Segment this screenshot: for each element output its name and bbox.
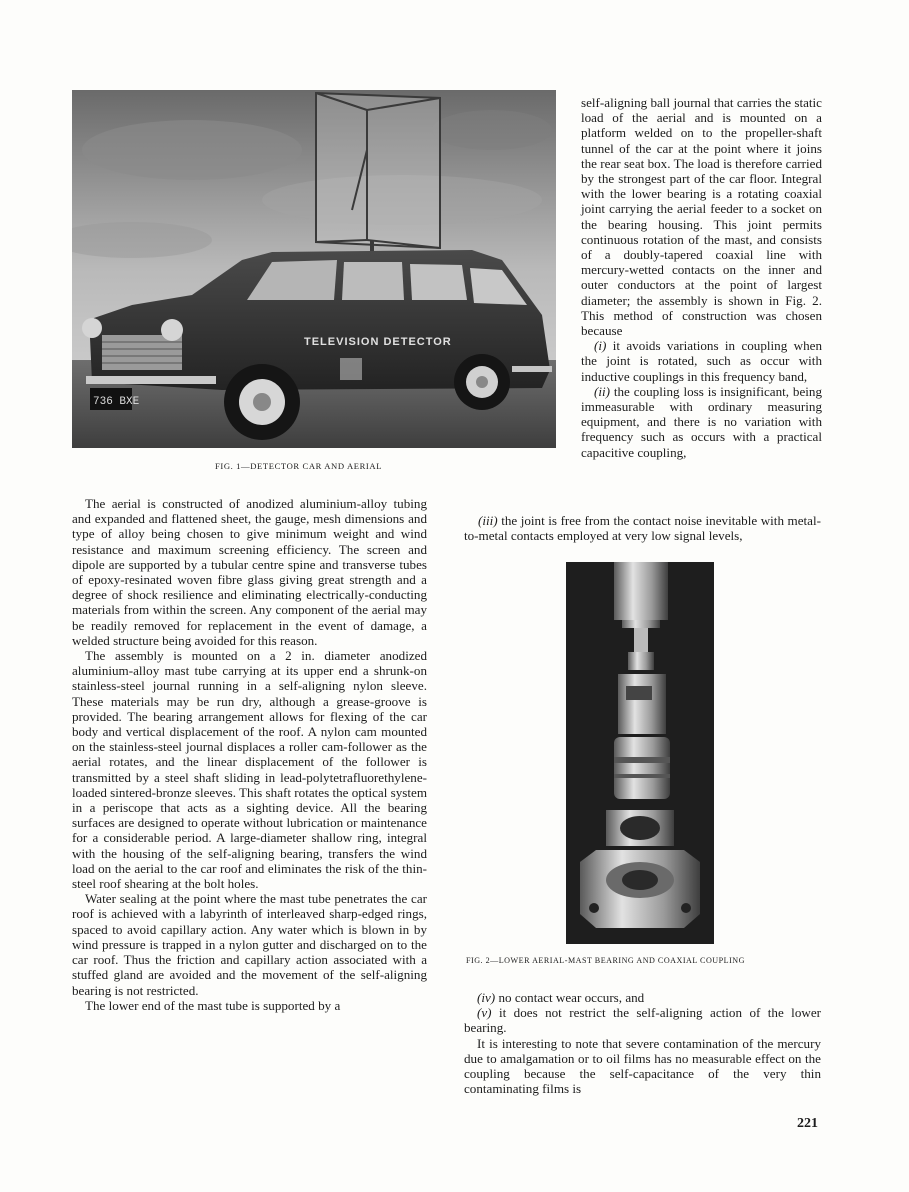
list-item-v: (v) it does not restrict the self-aligning action of the lower bearing. xyxy=(464,1005,821,1036)
list-item-iv: (iv) no contact wear occurs, and xyxy=(477,990,645,1005)
paragraph: Water sealing at the point where the mast tube penetrates the car roof is achieved with a labyrinth of interleaved sharp-edged rings, spaced to avoid capillary action. Any water which is blown in by wind pressure is trapped in a nylon gutter and discharged on to the car roof. Thus the friction and capillary action associated with a stuffed gland are avoided and the movement of the self-aligning bearing is not restricted. xyxy=(72,891,427,998)
figure-2-caption: FIG. 2—LOWER AERIAL-MAST BEARING AND COAXIAL COUPLING xyxy=(466,956,745,965)
right-column-mid xyxy=(464,513,821,543)
list-item-ii: (ii) the coupling loss is insignificant, being immeasurable with ordinary measuring equipment, and there is no variation with frequency such as occurs with a practical capacitive coupling, xyxy=(581,383,822,460)
paragraph: The lower end of the mast tube is supported by a xyxy=(85,997,341,1013)
figure-1-caption: FIG. 1—DETECTOR CAR AND AERIAL xyxy=(215,461,383,471)
paragraph: The aerial is constructed of anodized aluminium-alloy tubing and expanded and flattened sheet, the gauge, mesh dimensions and type of alloy being chosen to give minimum weight and wind resistance and maximum screening efficiency. The screen and dipole are supported by a tubular centre spine and transverse tubes of epoxy-resinated woven fibre glass giving great strength and a degree of shock resilience and eliminating electrically-conducting materials from within the screen. Any component of the aerial may be readily removed for replacement in the event of damage, a welded structure being avoided for this reason. xyxy=(72,496,427,648)
figure-1-photo xyxy=(72,90,556,448)
paragraph: self-aligning ball journal that carries the static load of the aerial and is mounted on a platform welded on to the propeller-shaft tunnel of the car at the point where it joins the rear seat box. The load is therefore carried by the strongest part of the car floor. Integral with the lower bearing is a rotating coaxial joint carrying the aerial feeder to a socket on the bearing housing. This joint permits continuous rotation of the mast, and consists of a doubly-tapered coaxial line with mercury-wetted contacts on the inner and outer conductors at the point of largest diameter; the assembly is shown in Fig. 2. This method of construction was chosen because xyxy=(581,95,822,339)
figure-2-photo xyxy=(566,562,714,944)
page-number: 221 xyxy=(797,1116,818,1131)
list-item-i: (i) it avoids variations in coupling when the joint is rotated, such as occur with inductive couplings in this frequency band, xyxy=(581,338,822,384)
license-plate: 736 BXE xyxy=(93,396,140,408)
right-column-top xyxy=(581,95,822,460)
paragraph: The assembly is mounted on a 2 in. diameter anodized aluminium-alloy mast tube carrying at its upper end a shrunk-on stainless-steel journal running in a self-aligning nylon sleeve. These materials may be run dry, although a grease-groove is provided. The bearing arrangement allows for flexing of the car body and vertical displacement of the roof. A nylon cam mounted on the stainless-steel journal displaces a roller cam-follower as the aerial rotates, and the linear displacement of the follower is transmitted by a steel shaft sliding in lead-polytetrafluorethylene-loaded sintered-bronze sleeves. This shaft rotates the optical system in a periscope that acts as a sighting device. All the bearing surfaces are designed to operate without lubrication or maintenance for a considerable period. A large-diameter shallow ring, integral with the housing of the self-aligning bearing, transfers the wind load on the aerial to the car roof and eliminates the risk of the thin-steel roof shearing at the bolt holes. xyxy=(72,648,428,892)
paragraph: It is interesting to note that severe contamination of the mercury due to amalgamation or to oil films has no measurable effect on the coupling because the self-capacitance of the very thin contaminating films is xyxy=(464,1035,821,1097)
list-item-iii: (iii) the joint is free from the contact noise inevitable with metal-to-metal contacts employed at very low signal levels, xyxy=(464,513,821,544)
car-side-lettering: TELEVISION DETECTOR xyxy=(304,336,452,348)
right-column-bottom xyxy=(464,990,821,1096)
left-column xyxy=(72,496,427,1013)
